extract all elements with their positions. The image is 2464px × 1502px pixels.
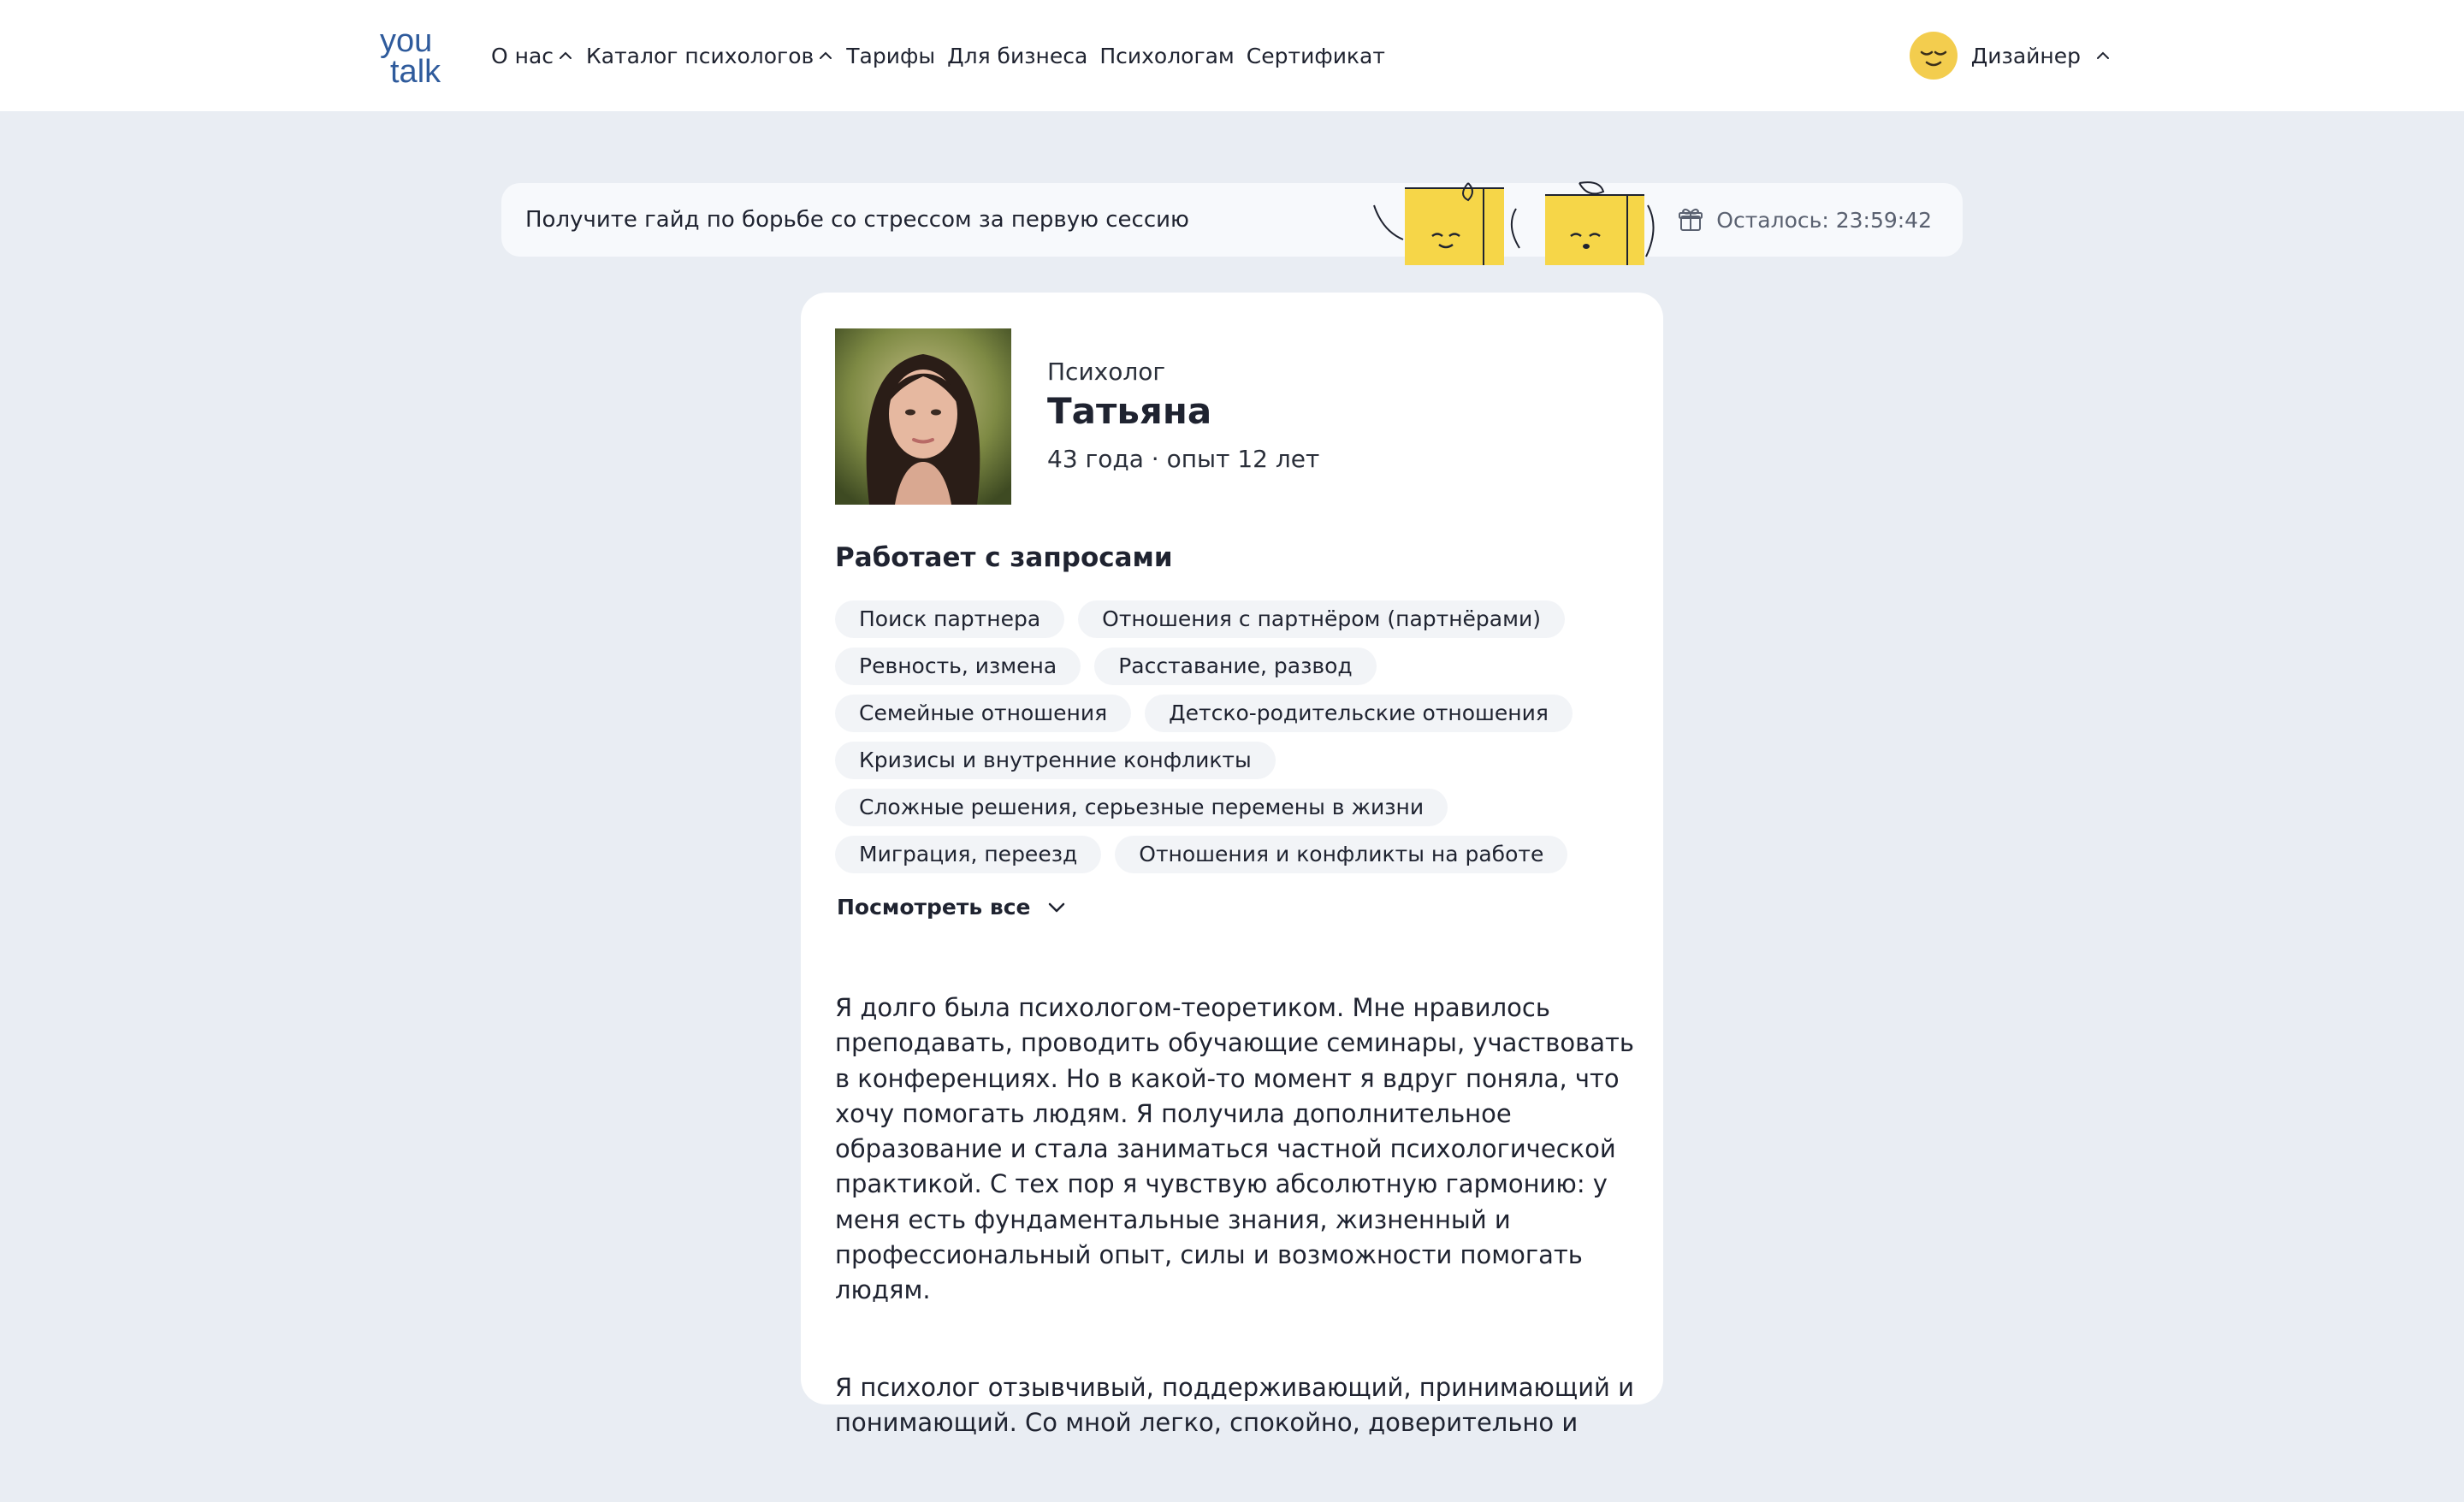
about-paragraph: Я долго была психологом-теоретиком. Мне нравилось преподавать, проводить обучающие семинары, участвовать в конференциях. Но в какой-то момент я вдруг поняла, что хочу помогать людям. Я получила дополнительное образование и стала заниматься частной психологической практикой. С тех пор я чувствую абсолютную гармонию: у меня есть фундаментальные знания, жизненный и профессиональный опыт, силы и возможности помогать людям.: [835, 993, 1634, 1305]
user-name: Дизайнер: [1970, 43, 2081, 68]
see-all-label: Посмотреть все: [837, 895, 1031, 920]
about-paragraph: Я психолог отзывчивый, поддерживающий, принимающий и понимающий. Со мной легко, спокойно, доверительно и: [835, 1372, 1634, 1437]
requests-title: Работает с запросами: [835, 542, 1173, 573]
request-tag: Сложные решения, серьезные перемены в жизни: [835, 789, 1448, 826]
nav-item[interactable]: [586, 44, 834, 68]
gift-icon: [1677, 206, 1704, 234]
promo-banner[interactable]: [501, 183, 1963, 257]
youtalk-logo[interactable]: [378, 22, 460, 90]
chevron-down-icon: [1045, 896, 1068, 919]
gift-boxes-illustration: [1365, 183, 1673, 257]
timer-text: Осталось: 23:59:42: [1716, 207, 1932, 233]
psychologist-name: Татьяна: [1047, 390, 1212, 432]
tag-row: [835, 789, 1639, 836]
psychologist-photo: [835, 328, 1011, 505]
chevron-up-icon: [817, 47, 834, 64]
user-avatar-icon: [1910, 32, 1958, 80]
user-menu[interactable]: [1910, 0, 2112, 111]
chevron-up-icon: [557, 47, 574, 64]
tag-row: [835, 600, 1639, 648]
nav-item-label: Каталог психологов: [586, 43, 814, 68]
tag-row: [835, 836, 1639, 883]
nav-item-label: Тарифы: [846, 43, 936, 68]
request-tag: Кризисы и внутренние конфликты: [835, 742, 1276, 779]
about-text: [835, 990, 1639, 1502]
nav-item[interactable]: [1099, 44, 1234, 68]
request-tag: Семейные отношения: [835, 695, 1131, 732]
request-tag: Ревность, измена: [835, 648, 1081, 685]
nav-item-label: Сертификат: [1246, 43, 1385, 68]
nav-item[interactable]: [947, 44, 1087, 68]
nav-item[interactable]: [846, 44, 935, 68]
request-tag: Отношения с партнёром (партнёрами): [1078, 600, 1565, 638]
request-tag: Поиск партнера: [835, 600, 1064, 638]
see-all-button[interactable]: [837, 895, 1068, 920]
nav-item-label: Психологам: [1099, 43, 1235, 68]
tag-row: [835, 648, 1639, 695]
psychologist-card: [801, 293, 1663, 1437]
nav-item-label: Для бизнеса: [947, 43, 1088, 68]
nav-item[interactable]: [491, 44, 574, 68]
request-tag: Отношения и конфликты на работе: [1115, 836, 1567, 873]
psychologist-role: Психолог: [1047, 358, 1166, 386]
main-nav: [491, 0, 1385, 111]
chevron-up-icon: [2094, 47, 2112, 64]
tag-row: [835, 695, 1639, 742]
psychologist-meta: 43 года · опыт 12 лет: [1047, 445, 1320, 473]
request-tag: Миграция, переезд: [835, 836, 1101, 873]
promo-timer: [1677, 183, 1932, 257]
tag-row: [835, 742, 1639, 789]
nav-item-label: О нас: [491, 43, 554, 68]
nav-item[interactable]: [1247, 44, 1385, 68]
request-tag: Детско-родительские отношения: [1145, 695, 1573, 732]
logo-text-top: you: [380, 23, 433, 59]
logo-text-bottom: talk: [390, 54, 441, 90]
request-tags: [835, 600, 1639, 883]
promo-text: Получите гайд по борьбе со стрессом за первую сессию: [525, 207, 1189, 233]
top-header: [0, 0, 2464, 111]
request-tag: Расставание, развод: [1094, 648, 1377, 685]
